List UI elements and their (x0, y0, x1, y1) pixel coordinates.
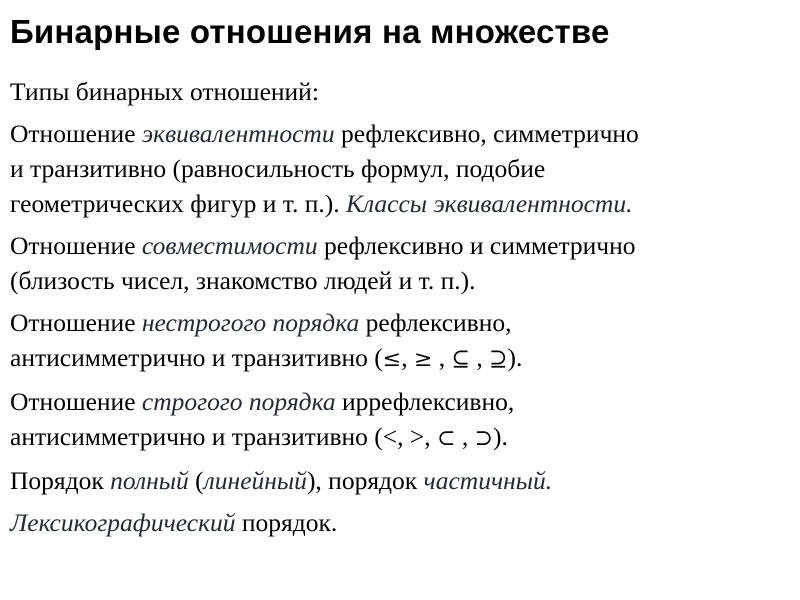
nonstrict-order-term: нестрогого порядка (141, 308, 360, 337)
separator: , (455, 422, 475, 451)
order-kinds-line (10, 463, 785, 498)
equivalence-paragraph (10, 116, 785, 221)
lexicographic-term: Лексикографический (10, 508, 236, 537)
separator: , (469, 343, 490, 372)
equivalence-term: эквивалентности (141, 119, 335, 148)
lexicographic-line (10, 505, 785, 540)
separator: , (424, 422, 438, 451)
equivalence-line-1 (10, 116, 785, 151)
less-or-equal-symbol: ≤ (382, 347, 402, 372)
superset-symbol: ⊃ (474, 426, 494, 451)
separator: , (432, 343, 452, 372)
lexicographic-rest: порядок. (235, 508, 338, 537)
separator: , (397, 422, 410, 451)
subset-or-equal-symbol: ⊆ (451, 347, 470, 372)
greater-than-symbol: > (409, 422, 425, 451)
partial-order-term: частичный. (423, 466, 553, 495)
lexicographic-paragraph (10, 505, 785, 540)
compatibility-term: совместимости (141, 231, 318, 260)
compatibility-line-1 (10, 228, 785, 263)
compatibility-rest: рефлексивно и симметрично (317, 231, 636, 260)
nonstrict-order-line-2-end: ). (507, 343, 523, 372)
nonstrict-order-line-2 (10, 340, 785, 377)
intro-paragraph (10, 74, 785, 109)
nonstrict-order-paragraph (10, 305, 785, 377)
linear-order-term: линейный (203, 466, 307, 495)
equivalence-line-3-start: геометрических фигур и т. п.). (10, 189, 347, 218)
strict-order-term: строгого порядка (141, 387, 336, 416)
compatibility-paragraph (10, 228, 785, 298)
equivalence-line-2: и транзитивно (равносильность формул, подобие (10, 154, 546, 183)
order-kinds-paragraph (10, 463, 785, 498)
nonstrict-order-line-2-start: антисимметрично и транзитивно ( (10, 343, 383, 372)
nonstrict-order-rest: рефлексивно, (359, 308, 512, 337)
less-than-symbol: < (382, 422, 398, 451)
equivalence-classes-term: Классы эквивалентности. (346, 189, 633, 218)
total-order-term: полный (110, 466, 189, 495)
strict-order-paragraph (10, 384, 785, 456)
strict-order-prefix: Отношение (10, 387, 142, 416)
superset-or-equal-symbol: ⊇ (489, 347, 508, 372)
order-kinds-text-3: ), порядок (306, 466, 424, 495)
strict-order-line-1 (10, 384, 785, 419)
strict-order-line-2 (10, 419, 785, 456)
equivalence-prefix: Отношение (10, 119, 142, 148)
nonstrict-order-prefix: Отношение (10, 308, 142, 337)
strict-order-rest: иррефлексивно, (335, 387, 515, 416)
equivalence-rest: рефлексивно, симметрично (334, 119, 639, 148)
intro-text: Типы бинарных отношений: (10, 77, 319, 106)
subset-symbol: ⊂ (437, 426, 456, 451)
equivalence-line-3 (10, 186, 785, 221)
separator: , (401, 343, 414, 372)
compatibility-line-2: (близость чисел, знакомство людей и т. п.). (10, 266, 476, 295)
compatibility-prefix: Отношение (10, 231, 142, 260)
order-kinds-text-2: ( (188, 466, 204, 495)
slide-title: Бинарные отношения на множестве (10, 13, 610, 50)
order-kinds-text-1: Порядок (10, 466, 111, 495)
strict-order-line-2-start: антисимметрично и транзитивно ( (10, 422, 383, 451)
strict-order-line-2-end: ). (493, 422, 508, 451)
greater-or-equal-symbol: ≥ (413, 347, 433, 372)
nonstrict-order-line-1 (10, 305, 785, 340)
slide-body (10, 74, 785, 547)
